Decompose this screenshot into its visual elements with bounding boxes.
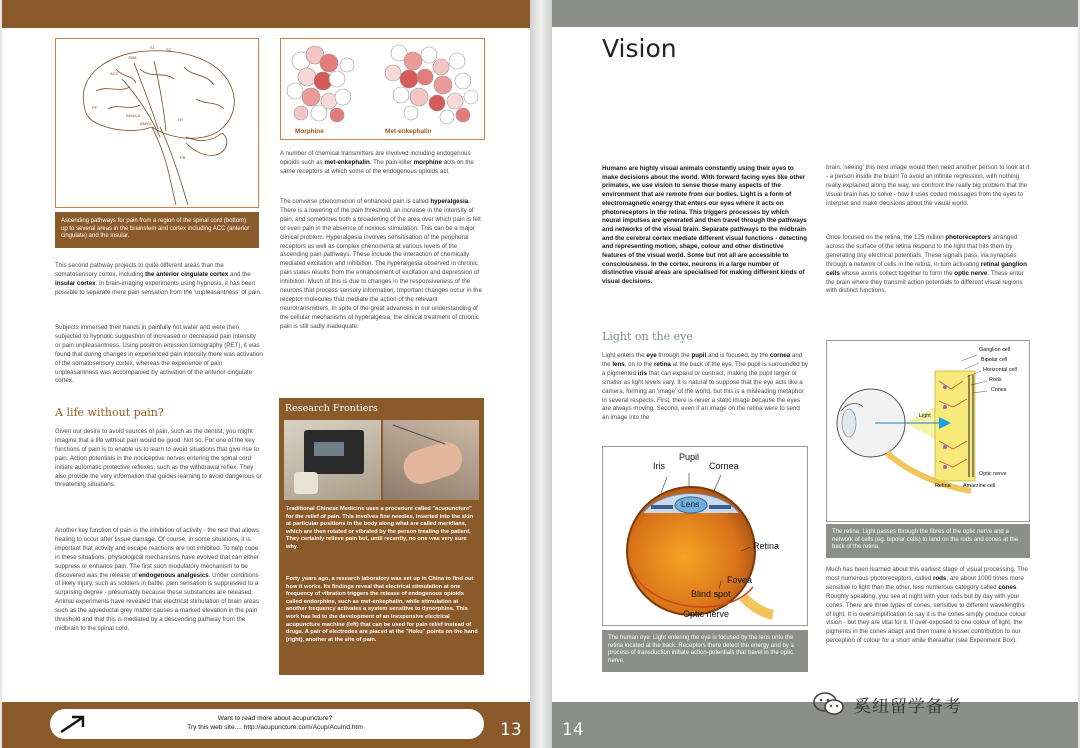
ganglion-cell-label: Ganglion cell <box>979 347 1011 353</box>
brain-pathway-figure <box>55 38 259 208</box>
cones-label: Cones <box>991 387 1007 393</box>
brain-figure-caption: Ascending pathways for pain from a region of the spinal cord (bottom) up to several areas in the brainstem and cortex including ACC (anterior cingulate) and the insular. <box>55 212 259 248</box>
paragraph-second-pathway: This second pathway projects to quite different areas than the somatosensory cortex, including the anterior cingulate cortex and the insular cortex. In brain-imaging experiments using hypnosis, it has been possible to separate mere pain sensation from the 'unpleasantness' of pain. <box>55 262 262 296</box>
paragraph-photoreceptors: Once focused on the retina, the 125 million photoreceptors arranged across the surface of the retina respond to the light that hits them by generating tiny electrical potentials. These signals pass, via synapses through a network of cells in the retina, in turn activating retinal ganglion cells whose axons collect together to form the optic nerve. These enter the brain where they transmit action potentials to different visual regions with distinct functions. <box>826 234 1027 295</box>
eye-figure-caption: The human eye. Light entering the eye is focused by the lens onto the retina located at the back. Receptors there detect the energy and by a process of transduction initiate action-potentials that travel in the optic nerve. <box>602 630 808 672</box>
footer-link-box[interactable] <box>50 709 484 739</box>
paragraph-light-on-eye: Light enters the eye through the pupil and is focused, by the cornea and the lens, on to the retina at the back of the eye. The pupil is surrounded by a pigmented iris that can expand or contract, making the pupil larger or smaller as light levels vary. It is natural to suppose that the eye acts like a camera, forming an 'image' of the world, but this is a misleading metaphor in several respects. First, there is never a static image because the eyes are always moving. Second, even if an image on the retina were to send an image into the <box>602 352 808 422</box>
svg-text:PB: PB <box>180 155 186 160</box>
wechat-logo-icon <box>812 691 846 717</box>
page-13 <box>2 0 530 748</box>
research-paragraph-1: Traditional Chinese Medicine uses a procedure called "acupuncture" for the relief of pain. This involves fine needles, inserted into the skin at particular positions in the body along what are called meridians, which are then rotated or vibrated by the person treating the patient. They certainly relieve pain but, until recently, no one was very sure why. <box>286 506 474 550</box>
svg-text:PF: PF <box>92 105 98 110</box>
paragraph-opioids: A number of chemical transmitters are involved including endogenous opioids such as met-enkephalin. The pain-killer morphine acts on the same receptors at which some of the endogenous opioids act. <box>280 150 474 175</box>
eye-figure <box>602 446 808 626</box>
light-label: Light <box>919 413 931 419</box>
page-number-14: 14 <box>562 720 584 740</box>
svg-text:SMA: SMA <box>128 55 137 60</box>
met-enkephalin-label: Met-enkephalin <box>385 128 432 135</box>
molecules-figure <box>280 38 485 140</box>
pupil-label: Pupil <box>679 452 700 462</box>
svg-text:S1: S1 <box>150 45 155 50</box>
retina-figure <box>826 340 1030 522</box>
top-band <box>2 0 530 28</box>
paragraph-infinite-regression: brain, 'seeing' this next image would then need another person to look at it - a person inside the brain! To avoid an infinite regression, with nothing really explained along the way, we confront the really big problem that the visual brain has to solve - how it uses coded messages from the eyes to interpret and make decisions about the visual world. <box>826 164 1030 207</box>
rods-label: Rods <box>989 377 1002 383</box>
blind-spot-label: Blind spot <box>691 589 731 599</box>
svg-text:ACC: ACC <box>110 71 119 76</box>
retina-label-small: Retina <box>935 483 951 489</box>
svg-text:HT: HT <box>178 117 184 122</box>
research-frontiers-title: Research Frontiers <box>285 403 378 414</box>
page-number-13: 13 <box>500 720 522 740</box>
heading-light-on-eye: Light on the eye <box>602 330 693 343</box>
cornea-label: Cornea <box>709 461 739 471</box>
watermark <box>812 684 1078 724</box>
page-title: Vision <box>602 34 677 63</box>
vision-intro: Humans are highly visual animals constantly using their eyes to make decisions about the world. With forward facing eyes like other primates, we use vision to sense those many aspects of the environment that are remote from our bodies. Light is a form of electromagnetic energy that enters our eyes where it acts on photoreceptors in the retina. This triggers processes by which neural impulses are generated and then travel through the pathways and networks of the visual brain. Separate pathways to the midbrain and the cerebral cortex mediate different visual functions - detecting and representing motion, shape, colour and other distinctive features of the visual world. Some but not all are accessible to consciousness. In the cortex, neurons in a large number of distinctive visual areas are specialised for making different kinds of visual decisions. <box>602 165 808 286</box>
fovea-label: Fovea <box>727 575 753 585</box>
top-band-grey <box>552 0 1078 27</box>
optic-nerve-label: Optic nerve <box>683 609 730 619</box>
horizontal-cell-label: Horizontal cell <box>983 367 1017 373</box>
svg-text:S2: S2 <box>166 47 171 52</box>
bipolar-cell-label: Bipolar cell <box>981 357 1008 363</box>
paragraph-hypnosis-experiment: Subjects immersed their hands in painfully hot water and were then subjected to hypnotic suggestion of increased or decreased pain intensity or pain unpleasantness. Using positron emission tomography (PET), it was found that during changes in experienced pain intensity there was activation of the somatosensory cortex, whereas the experience of pain unpleasantness was accompanied by activation of the anterior cingulate cortex. <box>55 324 263 385</box>
amacrine-cell-label: Amacrine cell <box>963 483 996 489</box>
acupuncture-hand-photo <box>383 420 479 500</box>
svg-text:INSULA: INSULA <box>126 113 141 118</box>
research-frontiers-box <box>279 398 484 675</box>
molecule-models <box>281 39 484 139</box>
morphine-label: Morphine <box>295 128 324 135</box>
optic-nerve-retina-label: Optic nerve <box>979 471 1007 477</box>
watermark-text: 奚纽留学备考 <box>854 696 962 717</box>
paragraph-hyperalgesia: The converse phenomenon of enhanced pain is called hyperalgesia. There is a lowering of the pain threshold, an increase in the intensity of pain, and sometimes both a broadening of the area over which pain is felt or even pain in the absence of noxious stimulation. This can be a major clinical problem. Hyperalgesia involves sensitisation of the peripheral receptors as well as complex phenomena at various levels of the ascending pain pathways. These include the interaction of chemically mediated excitation and inhibition. The hyperalgesia observed in chronic pain states results from the enhancement of excitation and depression of inhibition. Much of this is due to changes in the responsiveness of the neurons that process sensory information. Important changes occur in the receptor molecules that mediate the action of the relevant neurotransmitters. In spite of the great advances in our understanding of the cellular mechanisms of hyperalgesia, the clinical treatment of chronic pain is still sadly inadequate. <box>280 198 482 330</box>
paragraph-rods-cones: Much has been learned about this earliest stage of visual processing. The most numerous photoreceptors, called rods, are about 1000 times more sensitive to light than the other, less numerous category called cones. Roughly speaking, you see at night with your rods but by day with your cones. There are three types of cones, sensitive to different wavelengths of light. It is oversimplification to say it is the cones simply produce colour vision - but they are vital for it. If over-exposed to one colour of light, the pigments in the cones adapt and then make a lesser contribution to our perception of colour for a short while thereafter (see Experiment Box). <box>826 566 1028 645</box>
page-14 <box>552 0 1078 748</box>
research-paragraph-2: Forty years ago, a research laboratory was set up in China to find out how it works. Its findings reveal that electrical stimulation at one frequency of vibration triggers the release of endogenous opioids called endorphins, such as met-enkephalin, while stimulation at another frequency activates a system sensitive to dynorphins. This work has led to the development of an inexpensive electrical acupuncture machine (left) that can be used for pain relief instead of drugs. A pair of electrodes are placed at the "Hoku" points on the hand (right), another at the site of pain. <box>286 576 478 643</box>
paragraph-inhibition: Another key function of pain is the inhibition of activity - the rest that allows healing to occur after tissue damage. Of course, in some situations, it is important that activity and escape reactions are not inhibited. To help cope in these situations, physiological mechanisms have evolved that can either suppress or enhance pain. The first such modulatory mechanism to be discovered was the release of endogenous analgesics. Under conditions of likely injury, such as soldiers in battle, pain sensation is suppressed to a surprising degree - presumably because these substances are released. Animal experiments have revealed that electrical stimulation of brain areas such as the aqueductal grey matter causes a marked elevation in the pain threshold and that this is mediated by a descending pathway from the midbrain to the spinal cord. <box>55 527 259 632</box>
iris-label: Iris <box>653 461 665 471</box>
svg-text:AMYG: AMYG <box>140 121 152 126</box>
footer-web-link[interactable]: Try this web site.... http://acupuncture.com/Acup/AcuInd.htm <box>187 724 363 731</box>
arrow-icon <box>58 713 88 735</box>
paragraph-life-without-pain: Given our desire to avoid sources of pain, such as the dentist, you might imagine that a life without pain would be good. Not so. For one of the key functions of pain is to enable us to learn to avoid situations that give rise to pain. Action potentials in the nociceptive nerves entering the spinal cord initiate automatic protective reflexes, such as the withdrawal reflex. They also provide the very information that guides learning to avoid dangerous or threatening situations. <box>55 428 262 489</box>
heading-life-without-pain: A life without pain? <box>55 406 164 419</box>
lens-label: Lens <box>681 499 700 509</box>
brain-pathway-diagram <box>56 39 258 207</box>
footer-question: Want to read more about acupuncture? <box>217 715 333 722</box>
acupuncture-machine-photo <box>284 420 381 500</box>
retina-label: Retina <box>753 541 780 551</box>
book-spine <box>530 0 552 748</box>
retina-figure-caption: The retina. Light passes through the fibres of the optic nerve and a network of cells (eg. bipolar cells) to land on the rods and cones at the back of the retina. <box>826 524 1030 558</box>
